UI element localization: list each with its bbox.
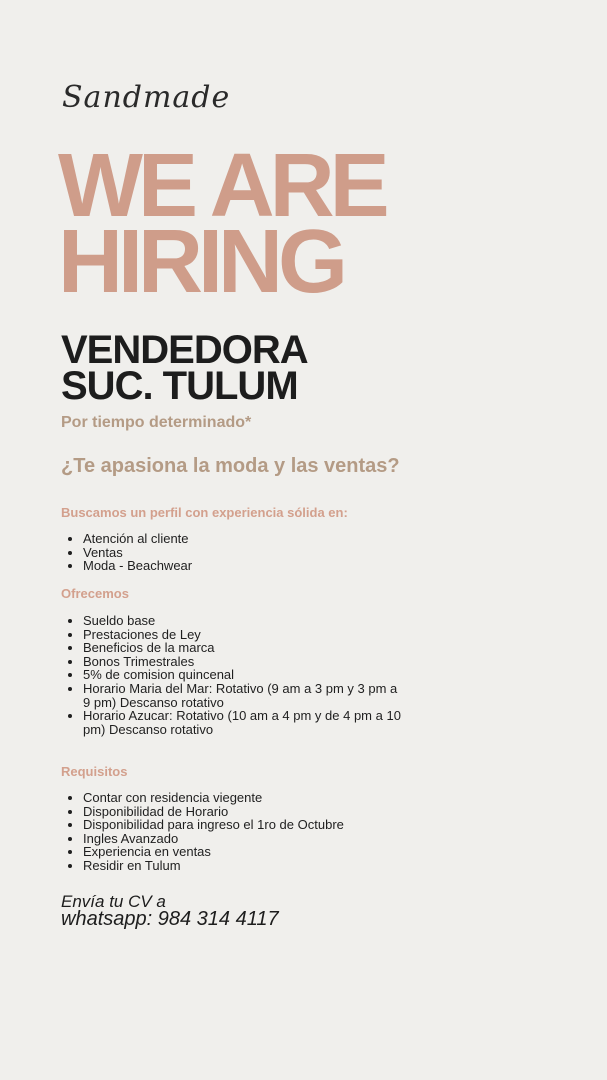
list-item: • 5% de comision quincenal (83, 668, 403, 682)
list-item: • Prestaciones de Ley (83, 628, 403, 642)
position-line-1: VENDEDORA (61, 328, 308, 372)
list-item: • Horario Azucar: Rotativo (10 am a 4 pm y de 4 pm a 10 pm) Descanso rotativo (83, 709, 403, 736)
list-item: • Experiencia en ventas (83, 845, 403, 859)
list-item: • Disponibilidad de Horario (83, 805, 403, 819)
hero-line-2: HIRING (58, 212, 343, 312)
list-item: • Bonos Trimestrales (83, 655, 403, 669)
position-title (61, 328, 308, 408)
list-item: • Contar con residencia viegente (83, 791, 403, 805)
position-line-2: SUC. TULUM (61, 364, 298, 408)
list-item: • Disponibilidad para ingreso el 1ro de Octubre (83, 818, 403, 832)
list-item: • Ventas (83, 546, 403, 560)
list-item: • Ingles Avanzado (83, 832, 403, 846)
hero-heading (58, 136, 385, 312)
list-item: • Horario Maria del Mar: Rotativo (9 am a 3 pm y 3 pm a 9 pm) Descanso rotativo (83, 682, 403, 709)
offer-heading: Ofrecemos (61, 586, 129, 601)
term-note: Por tiempo determinado* (61, 414, 252, 431)
contact-intro: Envía tu CV a (61, 892, 166, 911)
list-item: • Residir en Tulum (83, 859, 403, 873)
offer-list (69, 614, 403, 736)
list-item: • Atención al cliente (83, 532, 403, 546)
profile-heading: Buscamos un perfil con experiencia sólida en: (61, 505, 348, 520)
profile-list (69, 532, 403, 573)
hero-line-1: WE ARE (58, 136, 385, 236)
contact-whatsapp: whatsapp: 984 314 4117 (61, 908, 279, 930)
list-item: • Moda - Beachwear (83, 559, 403, 573)
requirements-list (69, 791, 403, 873)
list-item: • Sueldo base (83, 614, 403, 628)
brand-logo: Sandmade (62, 80, 231, 115)
list-item: • Beneficios de la marca (83, 641, 403, 655)
requirements-heading: Requisitos (61, 764, 128, 779)
tagline-question: ¿Te apasiona la moda y las ventas? (61, 455, 400, 477)
